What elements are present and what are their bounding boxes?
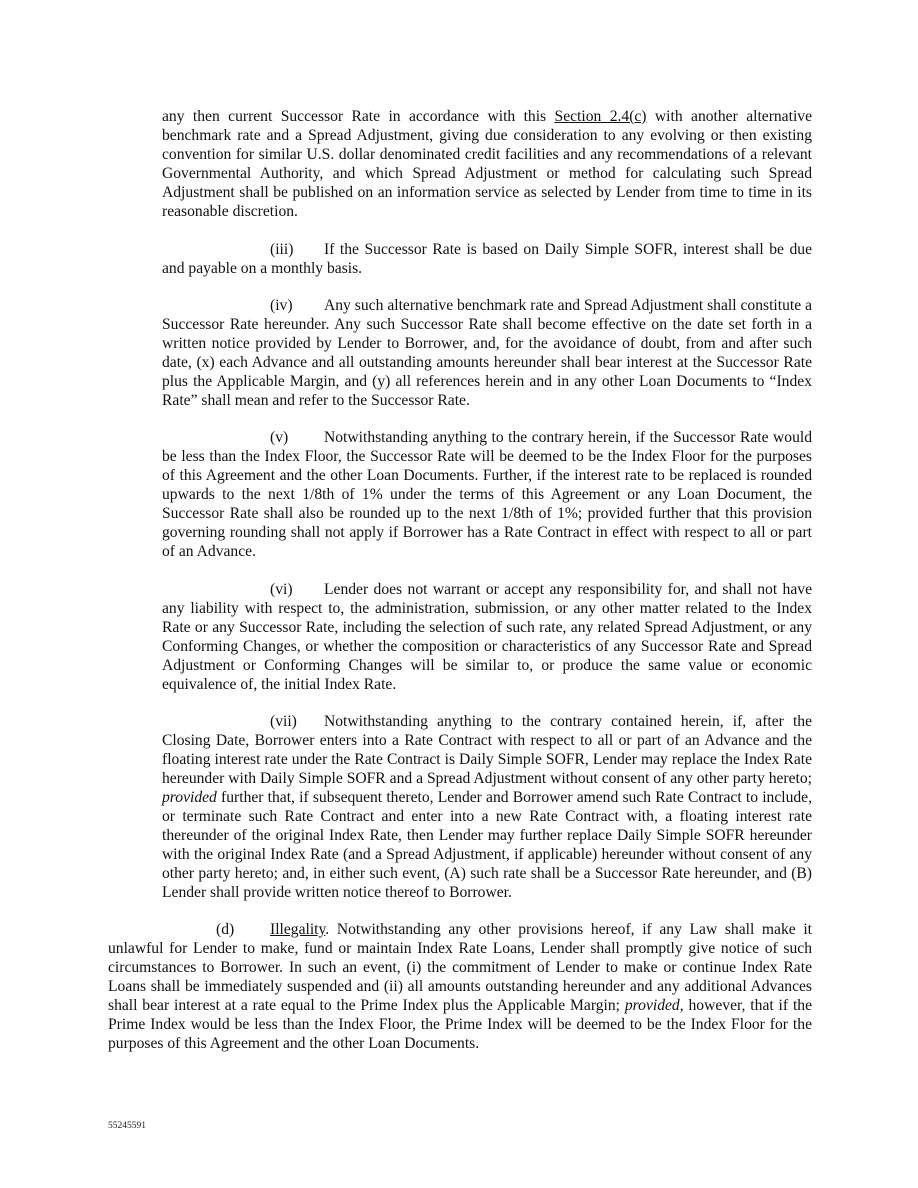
paragraph-iv: [162, 296, 812, 410]
paragraph-vii-italic: provided: [162, 789, 217, 806]
paragraph-iv-text: Any such alternative benchmark rate and Spread Adjustment shall constitute a Successor Rate hereunder. Any such Successor Rate shall become effective on the date set forth in a written notice provided by Lender to Borrower, and, for the avoidance of doubt, from and after such date, (x) each Advance and all outstanding amounts hereunder shall bear interest at the Successor Rate plus the Applicable Margin, and (y) all references herein and in any other Loan Documents to “Index Rate” shall mean and refer to the Successor Rate.: [162, 297, 812, 409]
paragraph-d-italic: provided: [624, 997, 680, 1014]
paragraph-vii: [162, 712, 812, 902]
paragraph-v: [162, 428, 812, 561]
paragraph-d-text-2: , however, that if the Prime Index would be less than the Index Floor, the Prime Index will be deemed to be the Index Floor for the purposes of this Agreement and the other Loan Documents.: [108, 997, 812, 1052]
paragraph-iii: [162, 240, 812, 278]
paragraph-v-number: (v): [270, 429, 289, 446]
paragraph-d-heading: Illegality: [270, 921, 326, 938]
paragraph-d-illegality: [108, 920, 812, 1053]
paragraph-vi: [162, 580, 812, 694]
paragraph-vii-text-1: Notwithstanding anything to the contrary contained herein, if, after the Closing Date, Borrower enters into a Rate Contract with respect to all or part of an Advance and the floating interest rate under the Rate Contract is Daily Simple SOFR, Lender may replace the Index Rate hereunder with Daily Simple SOFR and a Spread Adjustment without consent of any other party hereto;: [162, 713, 812, 787]
paragraph-top-text-2: with another alternative benchmark rate and a Spread Adjustment, giving due consideration to any evolving or then existing convention for similar U.S. dollar denominated credit facilities and any recommendations of a relevant Governmental Authority, and which Spread Adjustment or method for calculating such Spread Adjustment shall be published on an information service as selected by Lender from time to time in its reasonable discretion.: [162, 108, 812, 220]
paragraph-vi-number: (vi): [270, 581, 293, 598]
paragraph-vii-text-2: further that, if subsequent thereto, Lender and Borrower amend such Rate Contract to include, or terminate such Rate Contract and enter into a new Rate Contract with, a floating interest rate thereunder of the original Index Rate, then Lender may further replace Daily Simple SOFR hereunder with the original Index Rate (and a Spread Adjustment, if applicable) hereunder without consent of any other party hereto; and, in either such event, (A) such rate shall be a Successor Rate hereunder, and (B) Lender shall provide written notice thereof to Borrower.: [162, 789, 812, 901]
paragraph-top-text-1: any then current Successor Rate in accordance with this: [162, 108, 555, 125]
section-reference: Section 2.4(c): [554, 108, 647, 125]
paragraph-iii-text: If the Successor Rate is based on Daily Simple SOFR, interest shall be due and payable on a monthly basis.: [162, 241, 812, 277]
paragraph-vi-text: Lender does not warrant or accept any responsibility for, and shall not have any liability with respect to, the administration, submission, or any other matter related to the Index Rate or any Successor Rate, including the selection of such rate, any related Spread Adjustment, or any Conforming Changes, or whether the composition or characteristics of any Successor Rate and Spread Adjustment or Conforming Changes will be similar to, or produce the same value or economic equivalence of, the initial Index Rate.: [162, 581, 812, 693]
paragraph-v-text: Notwithstanding anything to the contrary herein, if the Successor Rate would be less than the Index Floor, the Successor Rate will be deemed to be the Index Floor for the purposes of this Agreement and the other Loan Documents. Further, if the interest rate to be replaced is rounded upwards to the next 1/8th of 1% under the terms of this Agreement or any Loan Document, the Successor Rate shall also be rounded up to the next 1/8th of 1%; provided further that this provision governing rounding shall not apply if Borrower has a Rate Contract in effect with respect to all or part of an Advance.: [162, 429, 812, 560]
paragraph-iv-number: (iv): [270, 297, 293, 314]
footer-document-id: 55245591: [108, 1121, 146, 1131]
paragraph-vii-number: (vii): [270, 713, 297, 730]
paragraph-d-text-1: . Notwithstanding any other provisions hereof, if any Law shall make it unlawful for Lender to make, fund or maintain Index Rate Loans, Lender shall promptly give notice of such circumstances to Borrower. In such an event, (i) the commitment of Lender to make or continue Index Rate Loans shall be immediately suspended and (ii) all amounts outstanding hereunder and any additional Advances shall bear interest at a rate equal to the Prime Index plus the Applicable Margin;: [108, 921, 812, 1014]
paragraph-iii-number: (iii): [270, 241, 294, 258]
paragraph-d-number: (d): [216, 921, 235, 938]
paragraph-continuation: [162, 107, 812, 221]
